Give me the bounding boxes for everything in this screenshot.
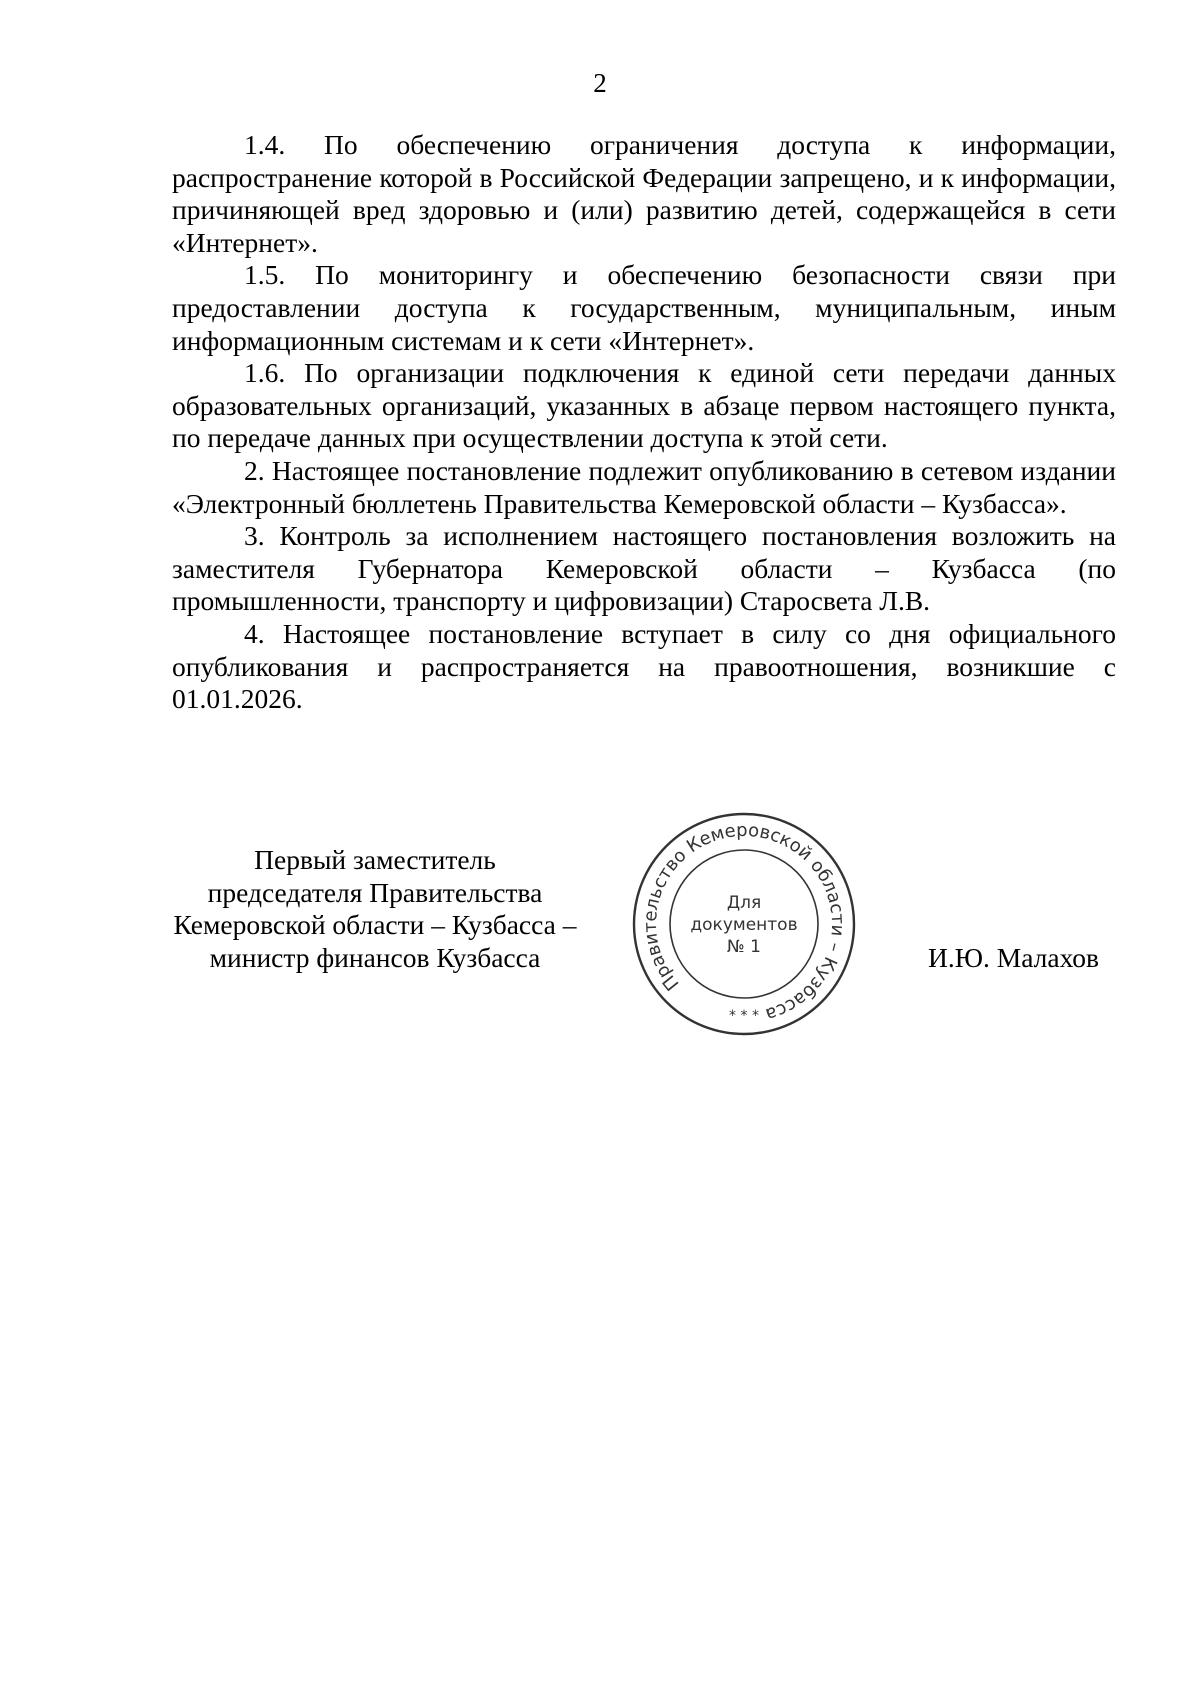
- seal-ring-text: Правительство Кемеровской области – Кузбасса: [639, 819, 849, 1026]
- paragraph-4: 4. Настоящее постановление вступает в силу со дня официального опубликования и распространяется на правоотношения, возникшие с 01.01.2026.: [172, 617, 1116, 715]
- signatory-name: И.Ю. Малахов: [928, 942, 1100, 973]
- official-seal-stamp: [628, 808, 860, 1040]
- paragraph-3: 3. Контроль за исполнением настоящего постановления возложить на заместителя Губернатора Кемеровской области – Кузбасса (по промышленности, транспорту и цифровизации) Старосвета Л.В.: [172, 520, 1116, 617]
- signatory-position-line: Кемеровской области – Кузбасса –: [173, 909, 577, 941]
- paragraph-2: 2. Настоящее постановление подлежит опубликованию в сетевом издании «Электронный бюллетень Правительства Кемеровской области – Кузбасса».: [172, 454, 1116, 519]
- signatory-position-line: министр финансов Кузбасса: [209, 941, 541, 973]
- seal-center-line: Для: [726, 893, 762, 913]
- seal-graphic: [628, 808, 860, 1040]
- seal-center-line: № 1: [727, 937, 761, 957]
- signatory-position-line: Первый заместитель: [254, 844, 496, 875]
- document-body: [172, 129, 1116, 716]
- signatory-position-line: председателя Правительства: [207, 876, 543, 908]
- seal-stars: * * *: [729, 1008, 759, 1024]
- page-number: 2: [593, 68, 607, 98]
- signatory-position: [150, 844, 600, 974]
- seal-center-line: документов: [690, 915, 798, 935]
- paragraph-1-4: 1.4. По обеспечению ограничения доступа к информации, распространение которой в Российской Федерации запрещено, и к информации, причиняющей вред здоровью и (или) развитию детей, содержащейся в сети «Интернет».: [172, 129, 1116, 258]
- paragraph-1-6: 1.6. По организации подключения к единой сети передачи данных образовательных организаций, указанных в абзаце первом настоящего пункта, по передаче данных при осуществлении доступа к этой сети.: [172, 357, 1116, 454]
- paragraph-1-5: 1.5. По мониторингу и обеспечению безопасности связи при предоставлении доступа к государственным, муниципальным, иным информационным системам и к сети «Интернет».: [172, 259, 1116, 356]
